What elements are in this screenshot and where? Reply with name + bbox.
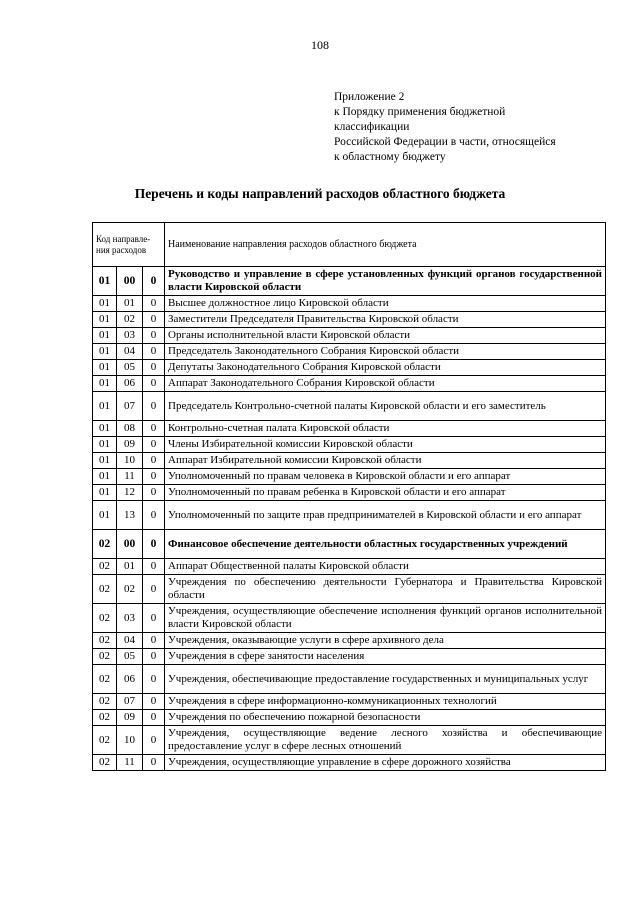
code-part-2: 11 [117, 469, 143, 485]
code-part-2: 11 [117, 755, 143, 771]
table-row [93, 392, 606, 421]
expense-name: Учреждения, оказывающие услуги в сфере архивного дела [165, 633, 606, 649]
code-part-2: 05 [117, 649, 143, 665]
code-part-2: 06 [117, 665, 143, 694]
code-part-3: 0 [143, 360, 165, 376]
expense-name: Председатель Контрольно-счетной палаты Кировской области и его заместитель [165, 392, 606, 421]
expense-name: Уполномоченный по правам ребенка в Кировской области и его аппарат [165, 485, 606, 501]
code-part-3: 0 [143, 328, 165, 344]
appendix-note [334, 90, 614, 165]
expense-name: Контрольно-счетная палата Кировской области [165, 421, 606, 437]
expense-name: Председатель Законодательного Собрания Кировской области [165, 344, 606, 360]
expense-name: Учреждения в сфере информационно-коммуникационных технологий [165, 694, 606, 710]
expense-name: Учреждения, осуществляющие ведение лесного хозяйства и обеспечивающие предоставление услуг в сфере лесных отношений [165, 726, 606, 755]
code-part-2: 03 [117, 328, 143, 344]
code-part-1: 01 [93, 344, 117, 360]
code-part-1: 02 [93, 710, 117, 726]
code-part-3: 0 [143, 267, 165, 296]
expense-name: Учреждения, обеспечивающие предоставление государственных и муниципальных услуг [165, 665, 606, 694]
expense-name: Учреждения, осуществляющие управление в сфере дорожного хозяйства [165, 755, 606, 771]
code-part-1: 01 [93, 453, 117, 469]
table-row [93, 649, 606, 665]
expense-name: Высшее должностное лицо Кировской области [165, 296, 606, 312]
code-part-1: 01 [93, 376, 117, 392]
code-part-2: 02 [117, 312, 143, 328]
header-name-cell: Наименование направления расходов областного бюджета [165, 223, 606, 267]
table-row [93, 604, 606, 633]
code-part-2: 07 [117, 392, 143, 421]
code-part-3: 0 [143, 694, 165, 710]
expense-name: Аппарат Законодательного Собрания Кировской области [165, 376, 606, 392]
code-part-3: 0 [143, 604, 165, 633]
table-row [93, 328, 606, 344]
expense-name: Члены Избирательной комиссии Кировской области [165, 437, 606, 453]
code-part-1: 02 [93, 694, 117, 710]
code-part-3: 0 [143, 437, 165, 453]
code-part-3: 0 [143, 726, 165, 755]
code-part-2: 10 [117, 453, 143, 469]
table-row [93, 755, 606, 771]
expense-name: Учреждения по обеспечению пожарной безопасности [165, 710, 606, 726]
table-body [93, 267, 606, 771]
code-part-2: 00 [117, 530, 143, 559]
code-part-1: 01 [93, 485, 117, 501]
code-part-3: 0 [143, 376, 165, 392]
code-part-3: 0 [143, 344, 165, 360]
code-part-2: 13 [117, 501, 143, 530]
appendix-line: к областному бюджету [334, 151, 446, 163]
code-part-3: 0 [143, 453, 165, 469]
code-part-1: 02 [93, 665, 117, 694]
table-row [93, 344, 606, 360]
code-part-1: 02 [93, 530, 117, 559]
code-part-3: 0 [143, 755, 165, 771]
expense-name: Учреждения в сфере занятости населения [165, 649, 606, 665]
table-row [93, 575, 606, 604]
code-part-3: 0 [143, 421, 165, 437]
expense-name: Органы исполнительной власти Кировской области [165, 328, 606, 344]
code-part-3: 0 [143, 633, 165, 649]
code-part-3: 0 [143, 530, 165, 559]
expense-name: Заместители Председателя Правительства Кировской области [165, 312, 606, 328]
code-part-2: 01 [117, 559, 143, 575]
code-part-1: 01 [93, 360, 117, 376]
code-part-1: 01 [93, 312, 117, 328]
table-row [93, 360, 606, 376]
code-part-2: 03 [117, 604, 143, 633]
table-row [93, 312, 606, 328]
expense-name: Финансовое обеспечение деятельности областных государственных учреждений [165, 530, 606, 559]
code-part-1: 02 [93, 633, 117, 649]
table-row [93, 710, 606, 726]
code-part-3: 0 [143, 665, 165, 694]
code-part-2: 02 [117, 575, 143, 604]
code-part-2: 04 [117, 344, 143, 360]
code-part-1: 02 [93, 604, 117, 633]
code-part-1: 02 [93, 755, 117, 771]
code-part-1: 01 [93, 421, 117, 437]
appendix-line: Российской Федерации в части, относящейся [334, 136, 556, 148]
code-part-1: 02 [93, 726, 117, 755]
table-row [93, 376, 606, 392]
expense-name: Руководство и управление в сфере установленных функций органов государственной власти Кировской области [165, 267, 606, 296]
code-part-2: 09 [117, 437, 143, 453]
expense-name: Уполномоченный по защите прав предпринимателей в Кировской области и его аппарат [165, 501, 606, 530]
table-row [93, 501, 606, 530]
header-code-cell: Код направле-ния расходов [93, 223, 165, 267]
code-part-2: 01 [117, 296, 143, 312]
code-part-2: 05 [117, 360, 143, 376]
table-row [93, 665, 606, 694]
code-part-3: 0 [143, 392, 165, 421]
table-row [93, 469, 606, 485]
expense-name: Аппарат Избирательной комиссии Кировской области [165, 453, 606, 469]
code-part-3: 0 [143, 575, 165, 604]
code-part-2: 04 [117, 633, 143, 649]
code-part-1: 01 [93, 469, 117, 485]
code-part-3: 0 [143, 649, 165, 665]
code-part-1: 01 [93, 267, 117, 296]
appendix-line: к Порядку применения бюджетной [334, 106, 506, 118]
code-part-1: 01 [93, 501, 117, 530]
expense-name: Учреждения, осуществляющие обеспечение исполнения функций органов исполнительной власти Кировской области [165, 604, 606, 633]
table-row [93, 694, 606, 710]
code-part-2: 00 [117, 267, 143, 296]
expense-name: Уполномоченный по правам человека в Кировской области и его аппарат [165, 469, 606, 485]
code-part-3: 0 [143, 485, 165, 501]
code-part-3: 0 [143, 501, 165, 530]
code-part-1: 01 [93, 437, 117, 453]
code-part-2: 10 [117, 726, 143, 755]
table-row [93, 633, 606, 649]
code-part-1: 02 [93, 649, 117, 665]
appendix-line: классификации [334, 121, 410, 133]
table-row [93, 267, 606, 296]
code-part-1: 02 [93, 559, 117, 575]
expense-name: Аппарат Общественной палаты Кировской области [165, 559, 606, 575]
code-part-1: 01 [93, 296, 117, 312]
expense-name: Депутаты Законодательного Собрания Кировской области [165, 360, 606, 376]
code-part-2: 07 [117, 694, 143, 710]
code-part-3: 0 [143, 312, 165, 328]
code-part-2: 12 [117, 485, 143, 501]
table-row [93, 453, 606, 469]
code-part-1: 01 [93, 392, 117, 421]
code-part-2: 09 [117, 710, 143, 726]
table-row [93, 559, 606, 575]
expense-codes-table [92, 222, 606, 771]
expense-name: Учреждения по обеспечению деятельности Губернатора и Правительства Кировской области [165, 575, 606, 604]
appendix-line: Приложение 2 [334, 91, 405, 103]
code-part-3: 0 [143, 710, 165, 726]
code-part-3: 0 [143, 296, 165, 312]
table-row [93, 530, 606, 559]
code-part-1: 01 [93, 328, 117, 344]
table-row [93, 726, 606, 755]
code-part-2: 08 [117, 421, 143, 437]
code-part-3: 0 [143, 559, 165, 575]
code-part-1: 02 [93, 575, 117, 604]
code-part-2: 06 [117, 376, 143, 392]
table-row [93, 485, 606, 501]
code-part-3: 0 [143, 469, 165, 485]
table-row [93, 296, 606, 312]
table-row [93, 421, 606, 437]
document-title: Перечень и коды направлений расходов областного бюджета [134, 186, 506, 201]
page-number: 108 [311, 38, 329, 52]
table-row [93, 437, 606, 453]
